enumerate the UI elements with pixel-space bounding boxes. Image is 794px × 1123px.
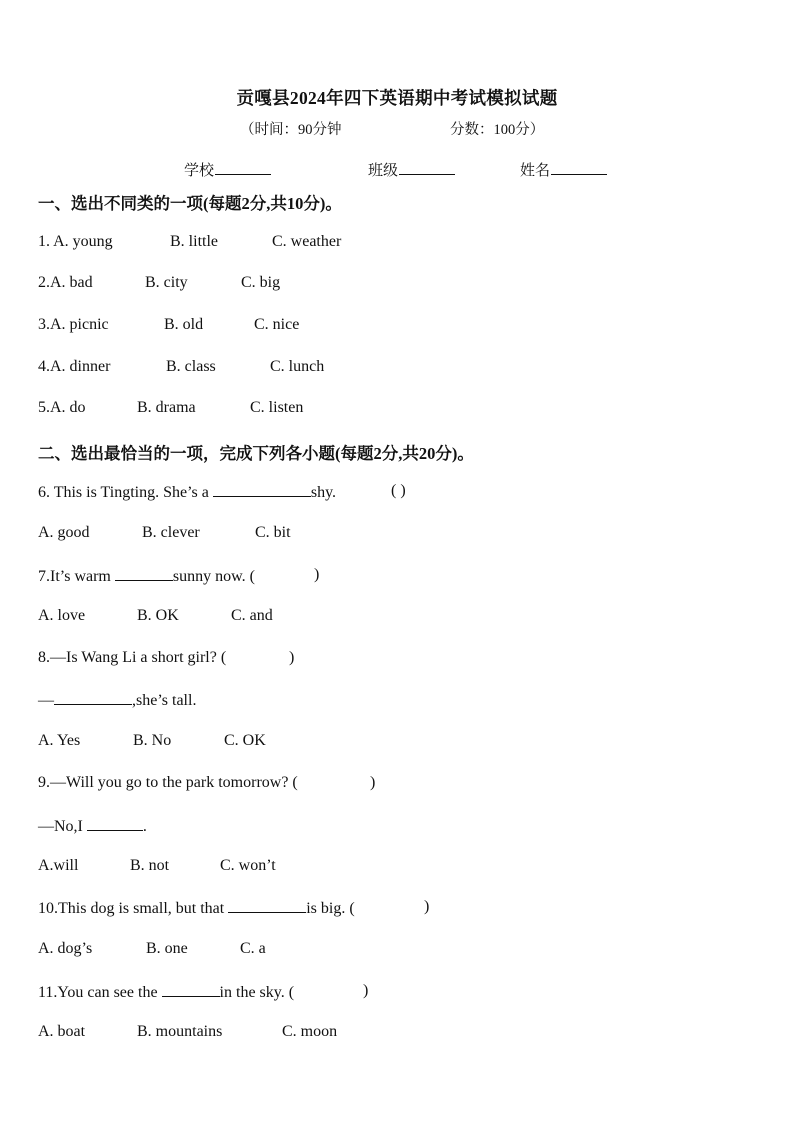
q2-option-c: C. big [241,274,281,291]
q8-answer-blank[interactable] [54,690,132,705]
q9-options [38,857,276,875]
q3-option-b: B. old [164,316,204,333]
q5-option-b: B. drama [137,399,196,416]
q4-option-b: B. class [166,358,216,375]
q4-option-c: C. lunch [270,358,325,375]
name-blank[interactable] [551,160,607,175]
q8-response [38,690,196,710]
q7-paren-close: ) [314,566,320,583]
q5-number: 5. [38,399,50,416]
school-field [184,159,271,180]
q3-number: 3. [38,316,50,333]
q1-option-c: C. weather [272,233,342,250]
q11-option-b: B. mountains [137,1023,223,1040]
school-blank[interactable] [215,160,271,175]
q10-answer-blank[interactable] [228,898,306,913]
question-11 [38,982,369,1002]
q11-options [38,1023,338,1041]
q10-text-pre: 10.This dog is small, but that [38,900,229,917]
question-9 [38,774,376,792]
q3-option-a: A. picnic [50,316,109,333]
q8-option-a: A. Yes [38,732,81,749]
question-1 [38,233,342,251]
q6-option-b: B. clever [142,524,200,541]
q11-option-a: A. boat [38,1023,86,1040]
q10-option-b: B. one [146,940,188,957]
q9-option-c: C. won’t [220,857,276,874]
q6-text-pre: 6. This is Tingting. She’s a [38,484,213,501]
name-label: 姓名 [520,163,551,179]
q9-response-pre: —No,I [38,818,87,835]
q3-option-c: C. nice [254,316,300,333]
q10-option-c: C. a [240,940,266,957]
question-10 [38,898,430,918]
q9-option-b: B. not [130,857,170,874]
question-7 [38,566,320,586]
question-8 [38,649,295,667]
q7-option-b: B. OK [137,607,179,624]
q9-response [38,816,147,836]
q7-answer-blank[interactable] [115,566,173,581]
q9-answer-blank[interactable] [87,816,143,831]
q1-option-b: B. little [170,233,218,250]
q9-response-post: . [142,818,147,835]
q7-option-a: A. love [38,607,86,624]
q2-number: 2. [38,274,50,291]
question-2 [38,274,281,292]
q1-option-a: A. young [53,233,113,250]
q7-options [38,607,273,625]
class-field [368,159,455,180]
q9-text: 9.—Will you go to the park tomorrow? ( [38,774,298,791]
q6-options [38,524,291,542]
q11-text-post: in the sky. ( [219,984,295,1001]
q7-text-pre: 7.It’s warm [38,568,115,585]
q9-paren-close: ) [370,774,376,791]
q6-text-post: shy. [310,484,337,501]
q11-paren-close: ) [363,982,369,999]
exam-time: （时间：90分钟 [240,122,342,138]
q8-option-c: C. OK [224,732,266,749]
q2-option-a: A. bad [50,274,93,291]
q8-dash: — [38,692,54,709]
question-5 [38,399,304,417]
question-6 [38,482,406,502]
q7-text-post: sunny now. ( [172,568,255,585]
q10-options [38,940,266,958]
q10-text-post: is big. ( [306,900,355,917]
q7-option-c: C. and [231,607,273,624]
q8-response-text: ,she’s tall. [132,692,197,709]
q8-text: 8.—Is Wang Li a short girl? ( [38,649,227,666]
class-blank[interactable] [399,160,455,175]
q9-option-a: A.will [38,857,79,874]
exam-score: 分数：100分） [450,122,545,138]
q4-number: 4. [38,358,50,375]
q8-option-b: B. No [133,732,172,749]
q11-option-c: C. moon [282,1023,338,1040]
q4-option-a: A. dinner [50,358,111,375]
section1-heading: 一、选出不同类的一项(每题2分,共10分)。 [38,194,342,213]
section2-heading: 二、选出最恰当的一项，完成下列各小题(每题2分,共20分)。 [38,444,474,463]
q6-option-a: A. good [38,524,90,541]
q6-option-c: C. bit [255,524,291,541]
q8-options [38,732,266,750]
q1-number: 1. [38,233,54,250]
class-label: 班级 [368,163,399,179]
q11-answer-blank[interactable] [162,982,220,997]
q6-answer-paren[interactable]: ( ) [391,482,406,499]
page-title: 贡嘎县2024年四下英语期中考试模拟试题 [236,88,558,108]
q5-option-c: C. listen [250,399,304,416]
q6-answer-blank[interactable] [213,482,311,497]
name-field [520,159,607,180]
q11-text-pre: 11.You can see the [38,984,162,1001]
q10-option-a: A. dog’s [38,940,93,957]
q5-option-a: A. do [50,399,86,416]
q8-paren-close: ) [289,649,295,666]
question-4 [38,358,325,376]
question-3 [38,316,300,334]
q2-option-b: B. city [145,274,188,291]
school-label: 学校 [184,163,215,179]
q10-paren-close: ) [424,898,430,915]
